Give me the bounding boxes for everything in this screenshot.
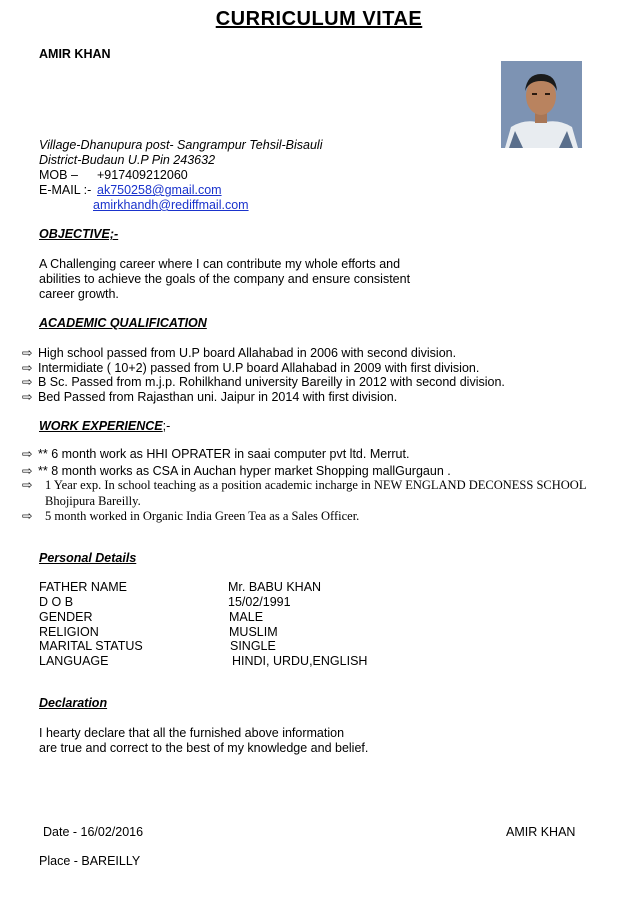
- document-title: CURRICULUM VITAE: [215, 8, 423, 30]
- arrow-right-icon: ⇨: [22, 361, 33, 375]
- personal-value: HINDI, URDU,ENGLISH: [232, 654, 368, 668]
- objective-heading: OBJECTIVE;-: [39, 227, 119, 241]
- signature-name: AMIR KHAN: [506, 825, 576, 839]
- work-item-text: 1 Year exp. In school teaching as a position academic incharge in NEW ENGLAND DECONESS SCHOOL: [45, 478, 587, 492]
- personal-value: MALE: [229, 610, 264, 624]
- academic-item-text: B Sc. Passed from m.j.p. Rohilkhand university Bareilly in 2012 with second division.: [38, 375, 505, 389]
- personal-label: LANGUAGE: [39, 654, 109, 668]
- personal-label: D O B: [39, 595, 74, 609]
- personal-value: Mr. BABU KHAN: [228, 580, 322, 594]
- email-label: E-MAIL :-: [39, 183, 92, 197]
- work-item-text: 5 month worked in Organic India Green Tea as a Sales Officer.: [45, 509, 360, 523]
- arrow-right-icon: ⇨: [22, 464, 33, 478]
- address-line1: Village-Dhanupura post- Sangrampur Tehsil-Bisauli: [39, 138, 323, 152]
- personal-value: SINGLE: [230, 639, 276, 653]
- arrow-right-icon: ⇨: [22, 509, 33, 523]
- academic-item: [22, 390, 397, 405]
- personal-label: RELIGION: [39, 625, 99, 639]
- address-line2: District-Budaun U.P Pin 243632: [39, 153, 216, 167]
- work-item: [22, 509, 359, 524]
- academic-item: [22, 375, 505, 390]
- academic-item-text: High school passed from U.P board Allahabad in 2006 with second division.: [38, 346, 457, 360]
- personal-label: GENDER: [39, 610, 93, 624]
- arrow-right-icon: ⇨: [22, 447, 33, 461]
- objective-line: abilities to achieve the goals of the company and ensure consistent: [39, 272, 411, 286]
- mobile-number: +917409212060: [97, 168, 188, 182]
- work-item: [22, 447, 409, 462]
- profile-photo: [501, 61, 582, 148]
- personal-label: FATHER NAME: [39, 580, 127, 594]
- declaration-heading: Declaration: [39, 696, 108, 710]
- declaration-line: I hearty declare that all the furnished above information: [39, 726, 345, 740]
- personal-value: MUSLIM: [229, 625, 278, 639]
- profile-photo-image: [501, 61, 582, 148]
- arrow-right-icon: ⇨: [22, 478, 33, 492]
- academic-item: [22, 361, 479, 376]
- personal-label: MARITAL STATUS: [39, 639, 143, 653]
- arrow-right-icon: ⇨: [22, 375, 33, 389]
- email-link-1[interactable]: ak750258@gmail.com: [97, 183, 222, 197]
- arrow-right-icon: ⇨: [22, 346, 33, 360]
- work-heading-suffix: ;-: [162, 419, 171, 433]
- academic-item-text: Bed Passed from Rajasthan uni. Jaipur in 2014 with first division.: [38, 390, 398, 404]
- academic-heading: ACADEMIC QUALIFICATION: [39, 316, 207, 330]
- declaration-line: are true and correct to the best of my knowledge and belief.: [39, 741, 369, 755]
- work-heading-text: WORK EXPERIENCE: [39, 419, 163, 433]
- work-item: [22, 464, 451, 479]
- work-heading: [39, 419, 170, 434]
- signature-place: Place - BAREILLY: [39, 854, 141, 868]
- work-item-continuation: Bhojipura Bareilly.: [45, 494, 141, 508]
- objective-line: A Challenging career where I can contribute my whole efforts and: [39, 257, 401, 271]
- personal-value: 15/02/1991: [228, 595, 291, 609]
- mobile-label: MOB –: [39, 168, 78, 182]
- academic-item-text: Intermidiate ( 10+2) passed from U.P board Allahabad in 2009 with first division.: [38, 361, 480, 375]
- signature-date: Date - 16/02/2016: [43, 825, 144, 839]
- objective-line: career growth.: [39, 287, 119, 301]
- candidate-name: AMIR KHAN: [39, 47, 111, 61]
- arrow-right-icon: ⇨: [22, 390, 33, 404]
- academic-item: [22, 346, 456, 361]
- work-item-text: ** 8 month works as CSA in Auchan hyper market Shopping mallGurgaun .: [38, 464, 451, 478]
- personal-heading: Personal Details: [39, 551, 137, 565]
- work-item-text: ** 6 month work as HHI OPRATER in saai computer pvt ltd. Merrut.: [38, 447, 410, 461]
- work-item: [22, 478, 586, 493]
- email-link-2[interactable]: amirkhandh@rediffmail.com: [93, 198, 249, 212]
